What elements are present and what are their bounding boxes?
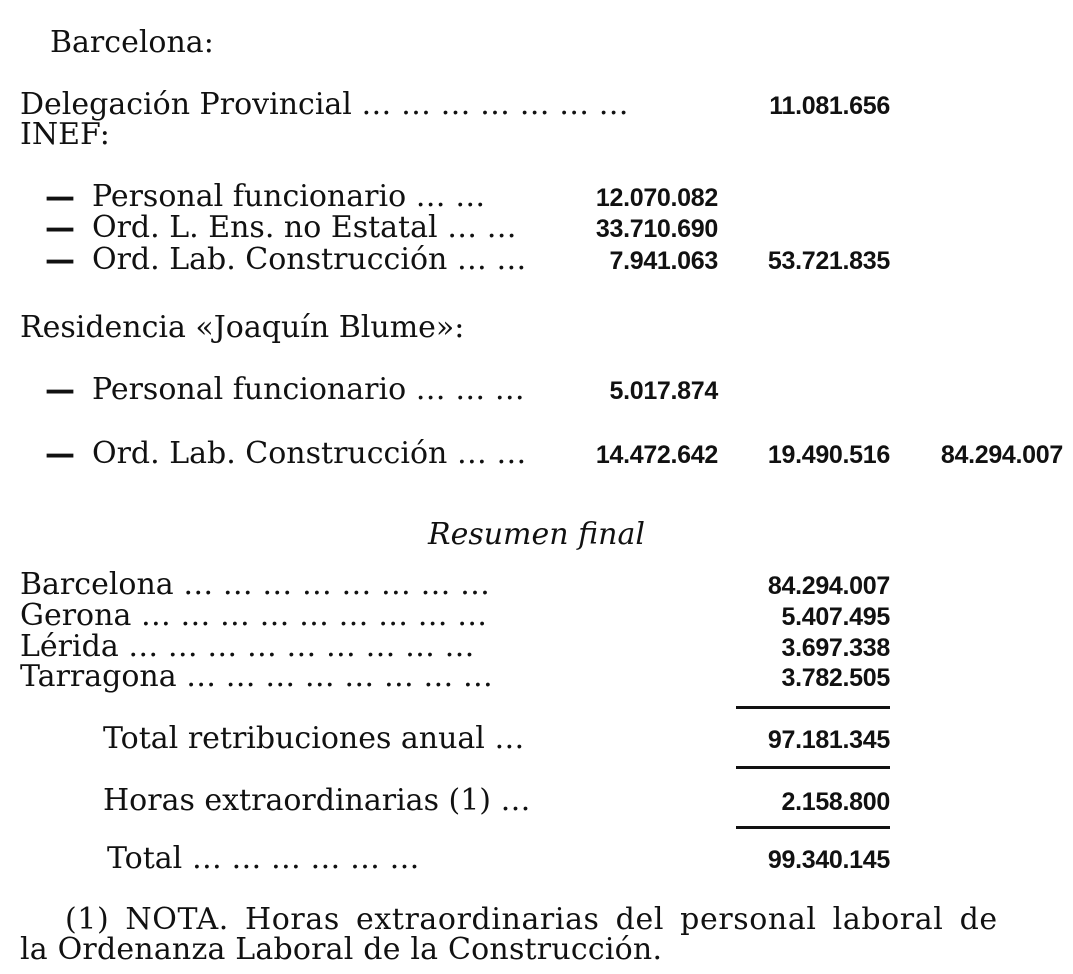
resumen-row-value: 3.782.505 bbox=[781, 664, 890, 692]
residencia-item-value: 14.472.642 bbox=[595, 441, 718, 469]
residencia-item-label: Ord. Lab. Construcción … … bbox=[92, 436, 527, 471]
horas-extra-label: Horas extraordinarias (1) … bbox=[103, 783, 531, 818]
inef-item-value: 33.710.690 bbox=[595, 215, 718, 243]
resumen-row-value: 3.697.338 bbox=[781, 634, 890, 662]
grand-total-label: Total … … … … … … bbox=[107, 841, 420, 876]
inef-item-label: Personal funcionario … … bbox=[92, 179, 486, 214]
resumen-row-label: Gerona … … … … … … … … … bbox=[20, 598, 488, 633]
resumen-row-label: Tarragona … … … … … … … … bbox=[20, 659, 493, 694]
dash-marker: — bbox=[45, 437, 75, 472]
dash-marker: — bbox=[45, 243, 75, 278]
residencia-item-label: Personal funcionario … … … bbox=[92, 372, 525, 407]
resumen-row-label: Lérida … … … … … … … … … bbox=[20, 629, 475, 664]
inef-item-label: Ord. Lab. Construcción … … bbox=[92, 242, 527, 277]
barcelona-heading: Barcelona: bbox=[50, 25, 214, 60]
residencia-item-value: 5.017.874 bbox=[609, 377, 718, 405]
inef-item-label: Ord. L. Ens. no Estatal … … bbox=[92, 210, 517, 245]
resumen-title: Resumen final bbox=[428, 517, 645, 552]
dash-marker: — bbox=[45, 373, 75, 408]
horas-extra-value: 2.158.800 bbox=[781, 788, 890, 816]
grand-total-value: 99.340.145 bbox=[767, 846, 890, 874]
sum-rule bbox=[736, 706, 890, 709]
delegacion-value: 11.081.656 bbox=[769, 92, 890, 120]
inef-item-value: 7.941.063 bbox=[609, 247, 718, 275]
residencia-heading: Residencia «Joaquín Blume»: bbox=[20, 310, 465, 345]
resumen-row-value: 84.294.007 bbox=[767, 572, 890, 600]
total-retribuciones-value: 97.181.345 bbox=[767, 726, 890, 754]
total-retribuciones-label: Total retribuciones anual … bbox=[103, 721, 525, 756]
sum-rule bbox=[736, 826, 890, 829]
residencia-subtotal: 19.490.516 bbox=[767, 441, 890, 469]
nota-line-1: (1) NOTA. Horas extraordinarias del personal laboral de bbox=[65, 902, 998, 937]
nota-line-2: la Ordenanza Laboral de la Construcción. bbox=[20, 932, 663, 967]
inef-heading: INEF: bbox=[20, 117, 110, 152]
sum-rule bbox=[736, 766, 890, 769]
barcelona-total: 84.294.007 bbox=[940, 441, 1063, 469]
inef-subtotal: 53.721.835 bbox=[767, 247, 890, 275]
resumen-row-value: 5.407.495 bbox=[781, 603, 890, 631]
dash-marker: — bbox=[45, 211, 75, 246]
delegacion-label: Delegación Provincial … … … … … … … bbox=[20, 87, 629, 122]
resumen-row-label: Barcelona … … … … … … … … bbox=[20, 567, 490, 602]
inef-item-value: 12.070.082 bbox=[595, 184, 718, 212]
dash-marker: — bbox=[45, 180, 75, 215]
